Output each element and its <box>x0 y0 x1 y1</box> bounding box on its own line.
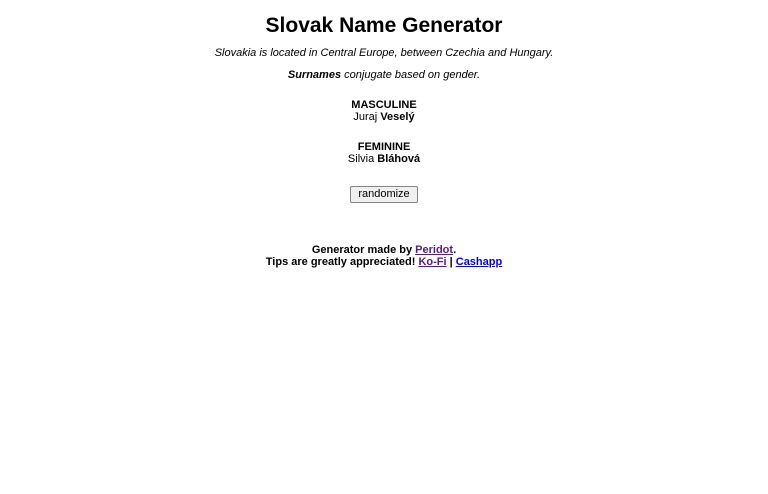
feminine-block <box>0 142 768 165</box>
credit-period: . <box>453 244 457 256</box>
page <box>0 14 768 268</box>
masculine-block <box>0 100 768 123</box>
peridot-link[interactable]: Peridot <box>415 244 454 256</box>
masculine-first-name: Juraj <box>353 110 378 123</box>
credit-text: Generator made by <box>311 244 413 256</box>
tips-text: Tips are greatly appreciated! <box>265 255 416 268</box>
tips-line <box>0 257 768 269</box>
surnames-word: Surnames <box>287 69 342 81</box>
feminine-label: FEMININE <box>357 141 411 153</box>
footer <box>0 245 768 268</box>
surnames-rest: conjugate based on gender. <box>344 69 481 81</box>
intro-text: Slovakia is located in Central Europe, between Czechia and Hungary. <box>214 47 554 59</box>
cashapp-link[interactable]: Cashapp <box>455 255 503 268</box>
randomize-button[interactable]: randomize <box>350 186 417 203</box>
feminine-first-name: Silvia <box>347 152 375 165</box>
surnames-note <box>0 69 768 81</box>
masculine-label: MASCULINE <box>351 99 417 111</box>
kofi-link[interactable]: Ko-Fi <box>418 255 447 268</box>
button-row <box>0 186 768 203</box>
masculine-name <box>0 112 768 124</box>
feminine-surname: Bláhová <box>377 152 421 165</box>
page-title: Slovak Name Generator <box>265 14 503 37</box>
masculine-surname: Veselý <box>380 110 415 123</box>
link-separator: | <box>449 255 453 268</box>
feminine-name <box>0 154 768 166</box>
